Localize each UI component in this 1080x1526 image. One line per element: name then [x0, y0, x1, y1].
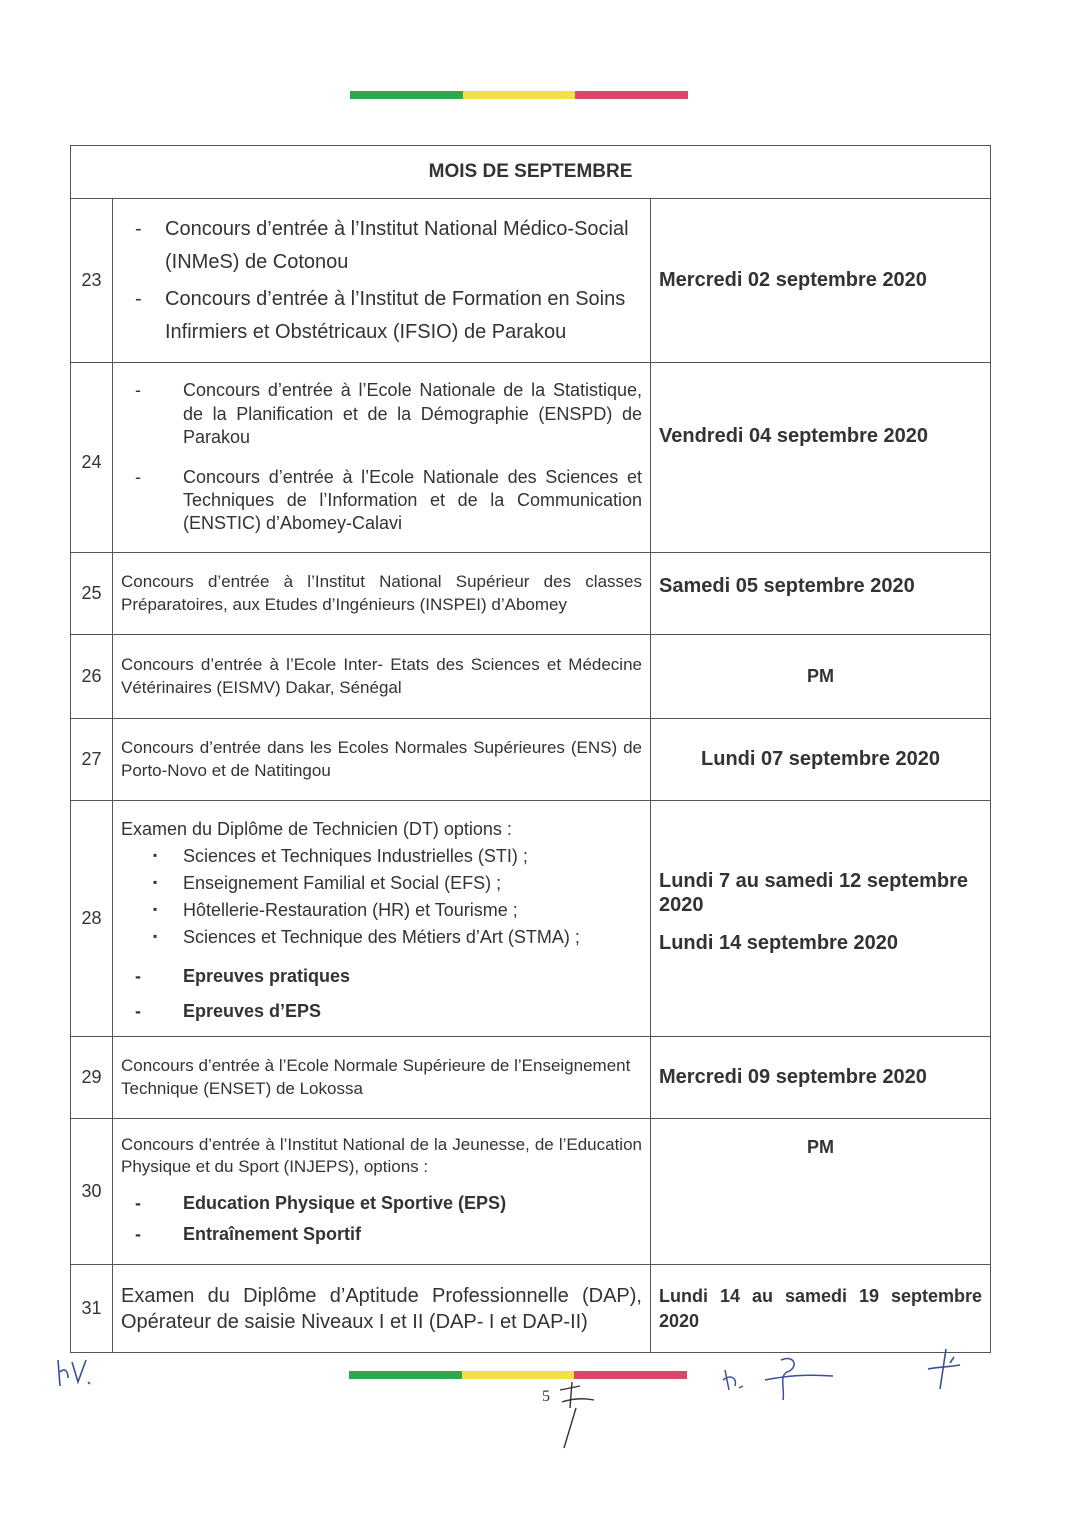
- signature-initials: [920, 1345, 970, 1395]
- list-item: - Concours d’entrée à l’Institut de Formation en Soins Infirmiers et Obstétricaux (IFSIO) de Parakou: [121, 283, 642, 349]
- row-description: [113, 1119, 651, 1265]
- row-date: Vendredi 04 septembre 2020: [651, 363, 991, 553]
- flag-bar-bottom: [349, 1371, 687, 1379]
- row-intro: Concours d’entrée à l’Institut National de la Jeunesse, de l’Education Physique et du Sport (INJEPS), options :: [121, 1134, 642, 1176]
- row-number: 30: [71, 1119, 113, 1265]
- table-row: [71, 363, 991, 553]
- table-row: [71, 553, 991, 635]
- date-line: Lundi 14 septembre 2020: [659, 931, 898, 954]
- row-date: Mercredi 09 septembre 2020: [651, 1037, 991, 1119]
- row-date: PM: [651, 1119, 991, 1265]
- signature-initials: [715, 1350, 845, 1410]
- month-title: MOIS DE SEPTEMBRE: [71, 146, 991, 199]
- signature-initials: [50, 1352, 100, 1392]
- list-item: - Epreuves pratiques: [121, 963, 642, 990]
- row-number: 29: [71, 1037, 113, 1119]
- row-date: PM: [651, 635, 991, 719]
- row-number: 25: [71, 553, 113, 635]
- row-date: Lundi 07 septembre 2020: [651, 719, 991, 801]
- table-row: [71, 801, 991, 1037]
- row-number: 26: [71, 635, 113, 719]
- row-date: Lundi 14 au samedi 19 septembre 2020: [651, 1265, 991, 1353]
- list-item: - Epreuves d’EPS: [121, 998, 642, 1025]
- list-item: - Concours d’entrée à l’Ecole Nationale des Sciences et Techniques de l’Information et de la Communication (ENSTIC) d’Abomey-Calavi: [121, 466, 642, 536]
- row-intro: Examen du Diplôme de Technicien (DT) options :: [121, 819, 512, 839]
- row-date: Mercredi 02 septembre 2020: [651, 199, 991, 363]
- row-description: Concours d’entrée à l’Ecole Inter- Etats des Sciences et Médecine Vétérinaires (EISMV) Dakar, Sénégal: [113, 635, 651, 719]
- row-number: 23: [71, 199, 113, 363]
- row-description: Concours d’entrée à l’Institut National Supérieur des classes Préparatoires, aux Etudes d’Ingénieurs (INSPEI) d’Abomey: [113, 553, 651, 635]
- list-item: - Concours d’entrée à l’Ecole Nationale de la Statistique, de la Planification et de la Démographie (ENSPD) de Parakou: [121, 379, 642, 449]
- list-item: ▪ Sciences et Techniques Industrielles (STI) ;: [121, 843, 642, 870]
- list-item: - Concours d’entrée à l’Institut National Médico-Social (INMeS) de Cotonou: [121, 213, 642, 279]
- signature-page: [550, 1378, 620, 1453]
- list-item: - Education Physique et Sportive (EPS): [121, 1188, 642, 1219]
- exam-schedule-table: [70, 145, 991, 1353]
- row-description: Examen du Diplôme d’Aptitude Professionnelle (DAP), Opérateur de saisie Niveaux I et II (DAP- I et DAP-II): [113, 1265, 651, 1353]
- row-date: [651, 801, 991, 1037]
- row-number: 24: [71, 363, 113, 553]
- list-item: - Entraînement Sportif: [121, 1219, 642, 1250]
- table-row: [71, 635, 991, 719]
- table-row: [71, 1037, 991, 1119]
- flag-green: [349, 1371, 462, 1379]
- row-description: Concours d’entrée à l’Ecole Normale Supérieure de l’Enseignement Technique (ENSET) de Lokossa: [113, 1037, 651, 1119]
- row-number: 28: [71, 801, 113, 1037]
- row-date: Samedi 05 septembre 2020: [651, 553, 991, 635]
- list-item: ▪ Enseignement Familial et Social (EFS) ;: [121, 870, 642, 897]
- date-line: Lundi 7 au samedi 12 septembre 2020: [659, 869, 968, 916]
- row-description: Concours d’entrée dans les Ecoles Normales Supérieures (ENS) de Porto-Novo et de Natitingou: [113, 719, 651, 801]
- row-description: [113, 363, 651, 553]
- list-item: ▪ Sciences et Technique des Métiers d’Art (STMA) ;: [121, 924, 642, 951]
- flag-red: [575, 91, 688, 99]
- table-row: [71, 1265, 991, 1353]
- table-header-row: [71, 146, 991, 199]
- flag-green: [350, 91, 463, 99]
- row-description: [113, 801, 651, 1037]
- list-item: ▪ Hôtellerie-Restauration (HR) et Tourisme ;: [121, 897, 642, 924]
- table-row: [71, 1119, 991, 1265]
- table-row: [71, 719, 991, 801]
- flag-yellow: [463, 91, 576, 99]
- row-number: 31: [71, 1265, 113, 1353]
- flag-bar-top: [350, 91, 688, 99]
- table-row: [71, 199, 991, 363]
- row-description: [113, 199, 651, 363]
- row-number: 27: [71, 719, 113, 801]
- page-number: 5: [542, 1388, 550, 1405]
